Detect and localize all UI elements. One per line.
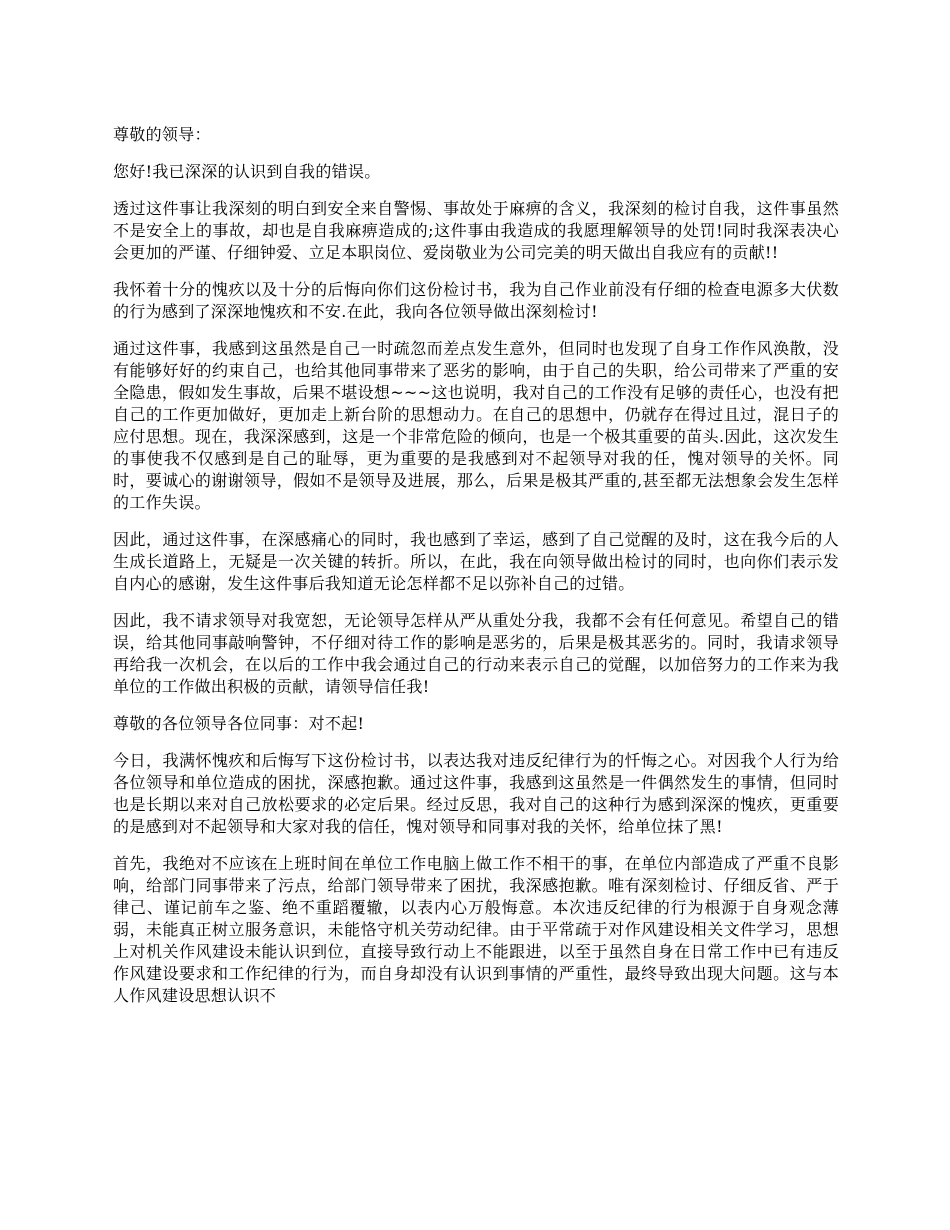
document-body xyxy=(113,124,839,1022)
body-paragraph: 通过这件事，我感到这虽然是自己一时疏忽而差点发生意外，但同时也发现了自身工作作风涣散，没有能够好好的约束自己，也给其他同事带来了恶劣的影响，由于自己的失职，给公司带来了严重的安全隐患，假如发生事故，后果不堪设想~~~这也说明，我对自己的工作没有足够的责任心，也没有把自己的工作更加做好，更加走上新台阶的思想动力。在自己的思想中，仍就存在得过且过，混日子的应付思想。现在，我深深感到，这是一个非常危险的倾向，也是一个极其重要的苗头.因此，这次发生的事使我不仅感到是自己的耻辱，更为重要的是我感到对不起领导对我的任，愧对领导的关怀。同时，要诚心的谢谢领导，假如不是领导及进展，那么，后果是极其严重的,甚至都无法想象会发生怎样的工作失误。 xyxy=(113,339,839,512)
body-paragraph: 首先，我绝对不应该在上班时间在单位工作电脑上做工作不相干的事，在单位内部造成了严重不良影响，给部门同事带来了污点，给部门领导带来了困扰，我深感抱歉。唯有深刻检讨、仔细反省、严于律己、谨记前车之鉴、绝不重蹈覆辙，以表内心万般悔意。本次违反纪律的行为根源于自身观念薄弱，未能真正树立服务意识，未能恪守机关劳动纪律。由于平常疏于对作风建设相关文件学习，思想上对机关作风建设未能认识到位，直接导致行动上不能跟进，以至于虽然自身在日常工作中已有违反作风建设要求和工作纪律的行为，而自身却没有认识到事情的严重性，最终导致出现大问题。这与本人作风建设思想认识不 xyxy=(113,854,839,1005)
body-paragraph: 因此，我不请求领导对我宽恕，无论领导怎样从严从重处分我，我都不会有任何意见。希望自己的错误，给其他同事敲响警钟，不仔细对待工作的影响是恶劣的，后果是极其恶劣的。同时，我请求领导再给我一次机会，在以后的工作中我会通过自己的行动来表示自己的觉醒，以加倍努力的工作来为我单位的工作做出积极的贡献，请领导信任我! xyxy=(113,611,839,696)
salutation: 尊敬的领导： xyxy=(113,125,211,144)
body-paragraph: 我怀着十分的愧疚以及十分的后悔向你们这份检讨书，我为自己作业前没有仔细的检查电源多大伏数的行为感到了深深地愧疚和不安.在此，我向各位领导做出深刻检讨! xyxy=(113,280,839,321)
body-paragraph: 今日，我满怀愧疚和后悔写下这份检讨书，以表达我对违反纪律行为的忏悔之心。对因我个人行为给各位领导和单位造成的困扰，深感抱歉。通过这件事，我感到这虽然是一件偶然发生的事情，但同时也是长期以来对自己放松要求的必定后果。经过反思，我对自己的这种行为感到深深的愧疚，更重要的是感到对不起领导和大家对我的信任，愧对领导和同事对我的关怀，给单位抹了黑! xyxy=(113,751,839,836)
second-salutation: 尊敬的各位领导各位同事：对不起! xyxy=(113,714,365,733)
body-paragraph: 因此，通过这件事，在深感痛心的同时，我也感到了幸运，感到了自己觉醒的及时，这在我今后的人生成长道路上，无疑是一次关键的转折。所以，在此，我在向领导做出检讨的同时，也向你们表示发自内心的感谢，发生这件事后我知道无论怎样都不足以弥补自己的过错。 xyxy=(113,530,839,593)
body-paragraph: 透过这件事让我深刻的明白到安全来自警惕、事故处于麻痹的含义，我深刻的检讨自我，这件事虽然不是安全上的事故，却也是自我麻痹造成的;这件事由我造成的我愿理解领导的处罚!同时我深表决心会更加的严谨、仔细钟爱、立足本职岗位、爱岗敬业为公司完美的明天做出自我应有的贡献!! xyxy=(113,199,839,262)
greeting-paragraph: 您好!我已深深的认识到自我的错误。 xyxy=(113,162,381,181)
